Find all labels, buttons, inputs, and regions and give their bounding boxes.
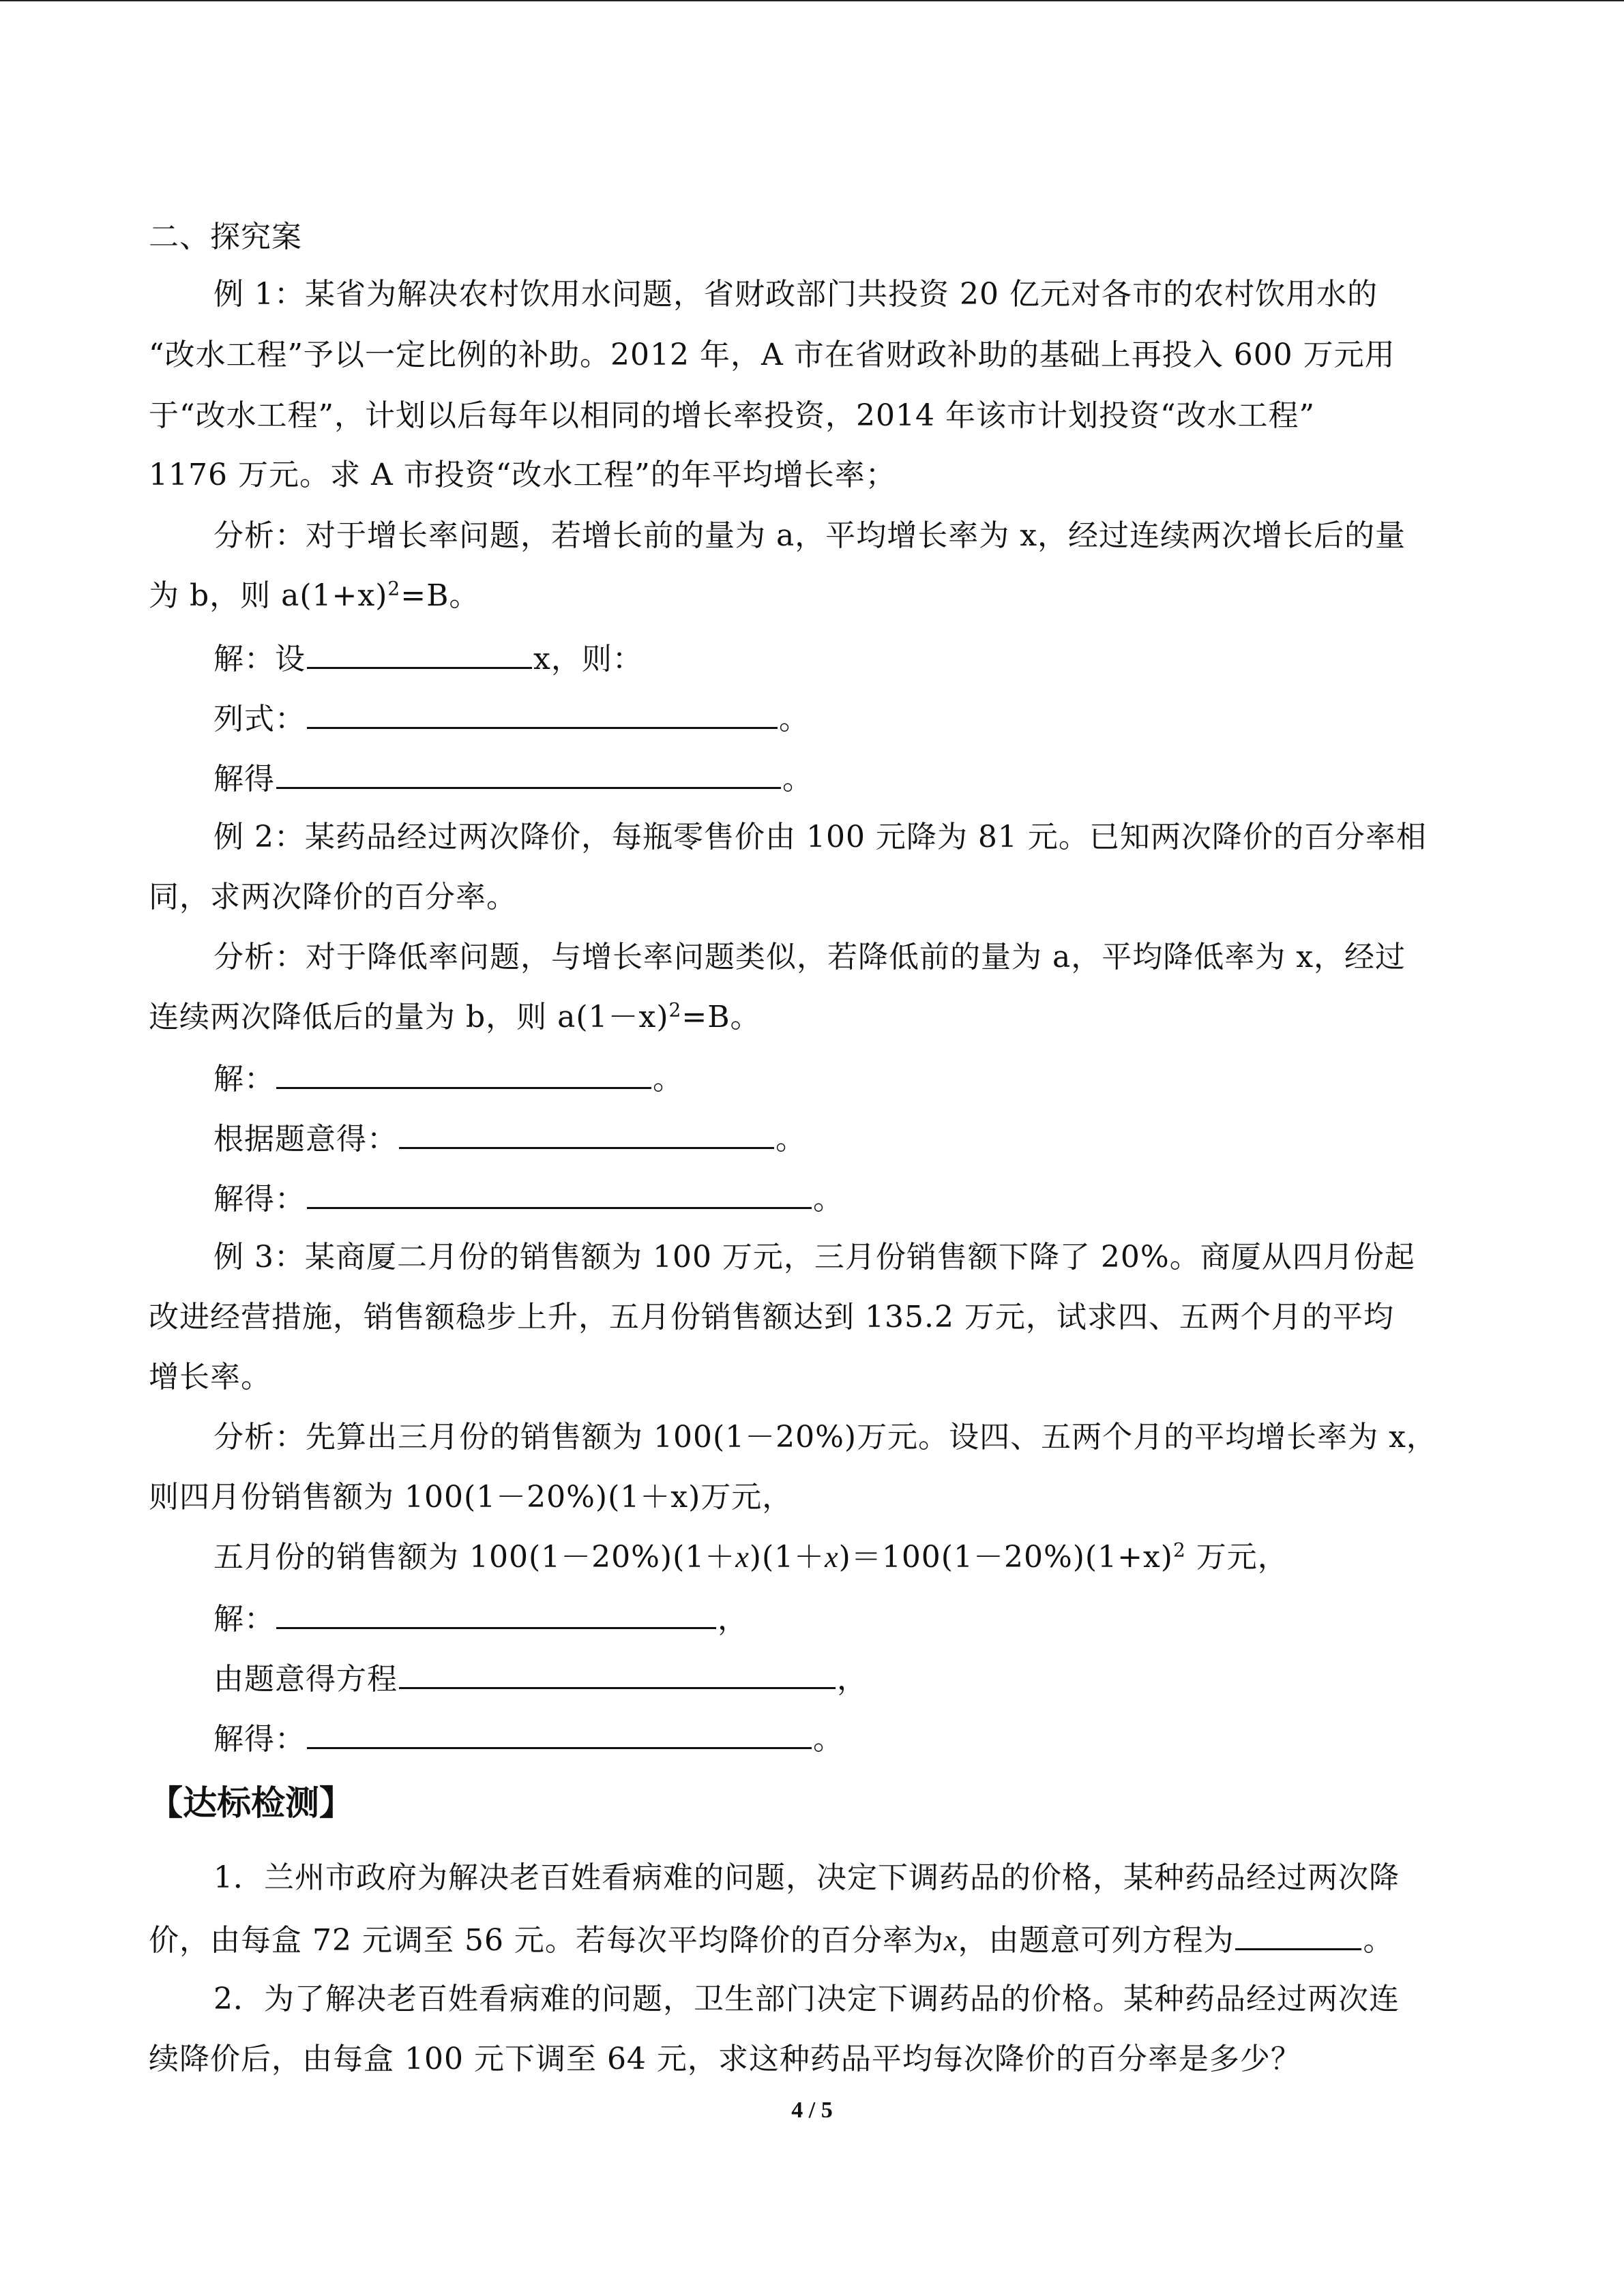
example3-analysis-line1: 分析：先算出三月份的销售额为 100(1－20%)万元。设四、五两个月的平均增长率为 x， (213, 1420, 1437, 1455)
check-heading: 【达标检测】 (149, 1783, 353, 1823)
example1-solve-row: 解：设 x，则： (213, 637, 643, 680)
example3-equation-row: 由题意得方程 ， (213, 1657, 868, 1700)
problem1-line2: 价，由每盒 72 元调至 56 元。若每次平均降价的百分率为x，由题意可列方程为 。 (149, 1918, 1393, 1961)
example1-equation-row: 列式： 。 (213, 697, 810, 740)
example1-line4: 1176 万元。求 A 市投资“改水工程”的年平均增长率； (149, 458, 896, 492)
example1-line2: “改水工程”予以一定比例的补助。2012 年，A 市在省财政补助的基础上再投入 600 万元用 (149, 338, 1396, 372)
example3-solve-row: 解： ， (213, 1597, 748, 1640)
example1-analysis-line1: 分析：对于增长率问题，若增长前的量为 a，平均增长率为 x，经过连续两次增长后的量 (213, 518, 1406, 553)
example2-line2: 同，求两次降价的百分率。 (149, 880, 517, 914)
top-border (0, 0, 1624, 1)
example2-result-row: 解得： 。 (213, 1177, 844, 1220)
example2-solve-row: 解： 。 (213, 1057, 683, 1100)
problem2-line2: 续降价后，由每盒 100 元下调至 64 元，求这种药品平均每次降价的百分率是多少？ (149, 2042, 1301, 2076)
example3-equation-blank[interactable] (399, 1657, 836, 1689)
example2-analysis-line1: 分析：对于降低率问题，与增长率问题类似，若降低前的量为 a，平均降低率为 x，经过 (213, 940, 1406, 974)
example1-line3: 于“改水工程”，计划以后每年以相同的增长率投资，2014 年该市计划投资“改水工程” (149, 398, 1315, 433)
problem1-line1: 1．兰州市政府为解决老百姓看病难的问题，决定下调药品的价格，某种药品经过两次降 (213, 1860, 1400, 1895)
example2-line1: 例 2：某药品经过两次降价，每瓶零售价由 100 元降为 81 元。已知两次降价的百分率相 (213, 820, 1427, 854)
section-title: 二、探究案 (149, 220, 302, 254)
example3-solve-blank[interactable] (276, 1597, 716, 1629)
example2-equation-row: 根据题意得： 。 (213, 1117, 806, 1160)
example1-solve-blank[interactable] (307, 637, 532, 669)
example3-result-row: 解得： 。 (213, 1717, 844, 1760)
example1-equation-blank[interactable] (307, 697, 778, 729)
example3-line2: 改进经营措施，销售额稳步上升，五月份销售额达到 135.2 万元，试求四、五两个月的平均 (149, 1300, 1394, 1335)
example1-result-blank[interactable] (276, 757, 781, 789)
example3-analysis-line2: 则四月份销售额为 100(1－20%)(1＋x)万元， (149, 1480, 793, 1515)
example1-line1: 例 1：某省为解决农村饮用水问题，省财政部门共投资 20 亿元对各市的农村饮用水的 (213, 277, 1378, 312)
example2-equation-blank[interactable] (399, 1117, 774, 1149)
example1-result-row: 解得 。 (213, 757, 813, 800)
example3-analysis-line3: 五月份的销售额为 $100(1-20\%)(1+x)(1+x)=100(1-20\%)(1+x)^2$ 万元， (213, 1538, 1288, 1575)
example3-line1: 例 3：某商厦二月份的销售额为 100 万元，三月份销售额下降了 20%。商厦从四月份起 (213, 1240, 1415, 1274)
example1-analysis-line2: 为 b，则 $a(1+x)^2=B$。 (149, 577, 480, 613)
problem2-line1: 2．为了解决老百姓看病难的问题，卫生部门决定下调药品的价格。某种药品经过两次连 (213, 1982, 1400, 2016)
problem1-answer-blank[interactable] (1235, 1918, 1361, 1950)
example3-line3: 增长率。 (149, 1360, 271, 1395)
example2-solve-blank[interactable] (276, 1057, 651, 1089)
example2-result-blank[interactable] (307, 1177, 812, 1209)
page-indicator: 4 / 5 (791, 2098, 833, 2123)
example2-analysis-line2: 连续两次降低后的量为 b，则 $a(1-x)^2=B$。 (149, 998, 761, 1034)
example3-result-blank[interactable] (307, 1717, 812, 1749)
